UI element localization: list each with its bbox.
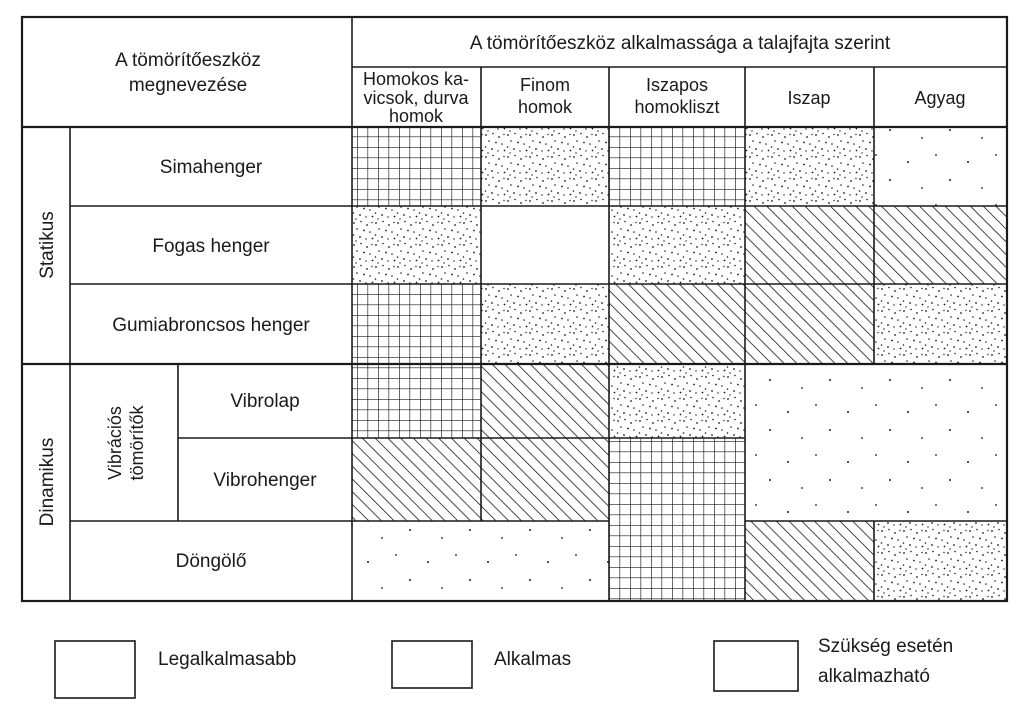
cell-vibrolap-iszapos-homokliszt	[609, 364, 745, 438]
soil-header-line: homokliszt	[634, 97, 720, 117]
cell-simahenger-iszap	[745, 127, 874, 206]
legend-swatch-suitable	[392, 641, 472, 688]
cell-gumi-agyag	[874, 284, 1007, 364]
cell-vibro-iszap-agyag-merged	[745, 364, 1007, 521]
cell-vibrohenger-finom-homok	[481, 438, 609, 521]
legend-label-if-needed-line2: alkalmazható	[818, 666, 930, 687]
cell-simahenger-homokos-kavics	[352, 127, 481, 206]
device-dongolo: Döngölő	[175, 551, 247, 572]
suitability-header: A tömörítőeszköz alkalmassága a talajfajta szerint	[469, 33, 891, 54]
cell-fogas-finom-homok	[481, 206, 609, 284]
cell-simahenger-finom-homok	[481, 127, 609, 206]
group-label-vibracios-line2: tömörítők	[127, 405, 147, 481]
cell-fogas-iszap	[745, 206, 874, 284]
cell-dongolo-kavics-finom-merged	[352, 521, 609, 601]
soil-header-homokos-kavics	[363, 69, 470, 126]
cell-gumi-finom-homok	[481, 284, 609, 364]
soil-header-iszapos-homokliszt	[634, 75, 719, 117]
cell-vibrohenger-homokos-kavics	[352, 438, 481, 521]
soil-header-iszap: Iszap	[787, 88, 831, 108]
cell-dongolo-agyag	[874, 521, 1007, 601]
cell-fogas-agyag	[874, 206, 1007, 284]
soil-header-line: homok	[517, 97, 573, 117]
device-vibrohenger: Vibrohenger	[213, 470, 317, 491]
cell-simahenger-agyag	[874, 127, 1007, 206]
cell-gumi-iszap	[745, 284, 874, 364]
group-label-statikus: Statikus	[37, 211, 58, 279]
legend-label-suitable: Alkalmas	[494, 649, 572, 670]
device-simahenger: Simahenger	[159, 157, 263, 178]
cell-vibrolap-finom-homok	[481, 364, 609, 438]
group-label-vibracios-line1: Vibrációs	[105, 406, 125, 480]
soil-header-line: vicsok, durva	[363, 88, 469, 108]
soil-header-line: homok	[388, 106, 444, 126]
cell-fogas-homokos-kavics	[352, 206, 481, 284]
cell-simahenger-iszapos-homokliszt	[609, 127, 745, 206]
device-fogas-henger: Fogas henger	[152, 236, 270, 257]
device-gumiabroncsos-henger: Gumiabroncsos henger	[112, 315, 310, 336]
legend-swatch-if-needed	[714, 641, 798, 691]
cell-iszapos-homokliszt-merged	[609, 438, 745, 601]
legend-label-best: Legalkalmasabb	[158, 649, 297, 670]
soil-header-line: Iszapos	[645, 75, 709, 95]
cell-gumi-homokos-kavics	[352, 284, 481, 364]
cell-vibrolap-homokos-kavics	[352, 364, 481, 438]
soil-header-line: Homokos ka-	[362, 69, 470, 89]
name-header-line2: megnevezése	[128, 75, 248, 96]
legend-label-if-needed-line1: Szükség esetén	[818, 636, 954, 657]
name-header-line1: A tömörítőeszköz	[115, 50, 261, 71]
device-vibrolap: Vibrolap	[230, 391, 300, 412]
legend	[55, 636, 953, 698]
soil-header-agyag: Agyag	[914, 88, 966, 108]
soil-header-line: Finom	[519, 75, 571, 95]
legend-swatch-best	[55, 641, 135, 698]
cell-fogas-iszapos-homokliszt	[609, 206, 745, 284]
group-label-dinamikus: Dinamikus	[37, 437, 58, 527]
cell-gumi-iszapos-homokliszt	[609, 284, 745, 364]
cell-dongolo-iszap	[745, 521, 874, 601]
soil-header-finom-homok	[518, 75, 573, 117]
